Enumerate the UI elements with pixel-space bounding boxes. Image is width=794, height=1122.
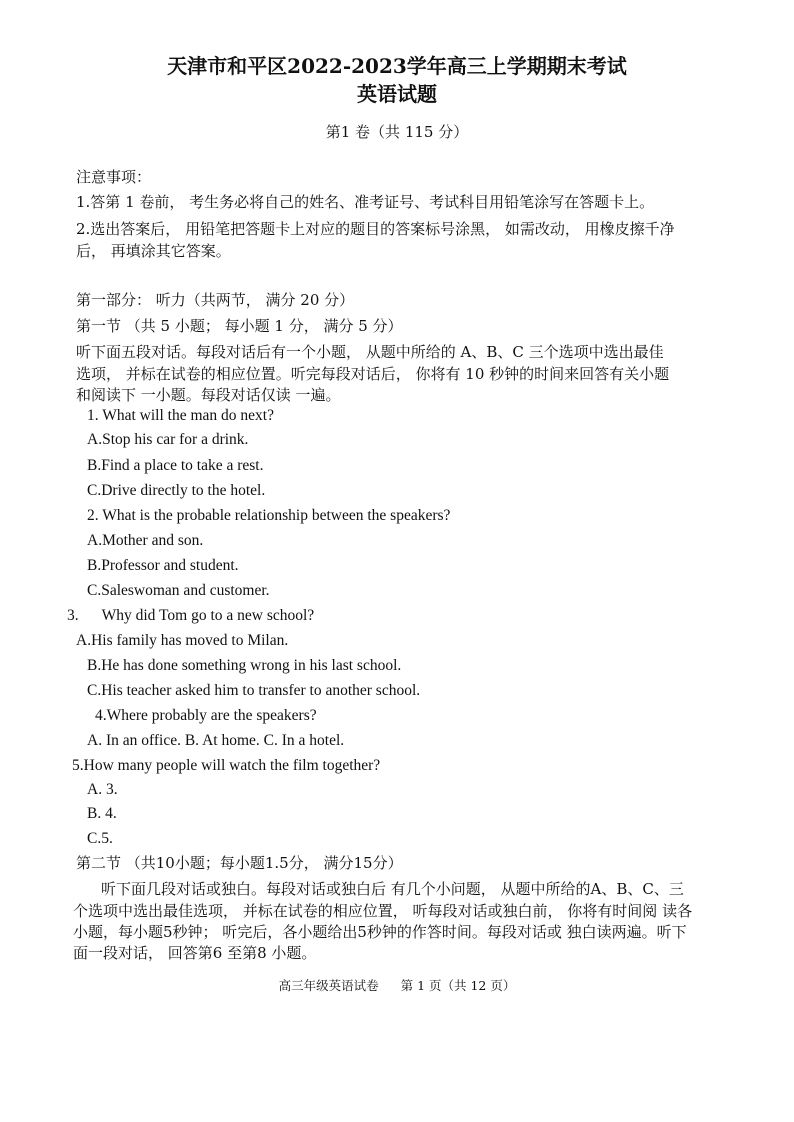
question-5-option-b: B. 4.: [87, 805, 117, 822]
question-2-option-a: A.Mother and son.: [87, 532, 204, 549]
question-3: 3. Why did Tom go to a new school?: [67, 607, 315, 624]
notice-heading: 注意事项：: [76, 168, 152, 186]
question-2-option-b: B.Professor and student.: [87, 557, 239, 574]
question-4: 4.Where probably are the speakers?: [95, 707, 317, 724]
question-4-options: A. In an office. B. At home. C. In a hotel.: [87, 732, 345, 749]
section2-instructions-line-2: 个选项中选出最佳选项， 并标在试卷的相应位置， 听每段对话或独白前， 你将有时间阅 读各: [73, 902, 693, 920]
section2-heading: 第二节 （共10小题；每小题1.5分， 满分15分）: [76, 854, 403, 872]
exam-subtitle: 英语试题: [357, 82, 437, 106]
footer-page-number: 第 1 页（共 12 页）: [400, 978, 516, 993]
question-2: 2. What is the probable relationship between the speakers?: [87, 507, 451, 524]
notice-item-2-line-1: 2.选出答案后， 用铅笔把答题卡上对应的题目的答案标号涂黑， 如需改动， 用橡皮擦千净: [76, 220, 675, 238]
question-1-option-c: C.Drive directly to the hotel.: [87, 482, 266, 499]
question-1: 1. What will the man do next?: [87, 407, 274, 424]
question-3-option-c: C.His teacher asked him to transfer to another school.: [87, 682, 421, 699]
section2-instructions-line-1: 听下面几段对话或独白。每段对话或独白后 有几个小问题， 从题中所给的A、B、C、三: [101, 880, 684, 898]
section2-instructions-line-4: 面一段对话， 回答第6 至第8 小题。: [73, 944, 317, 962]
section1-instructions-line-2: 选项， 并标在试卷的相应位置。听完每段对话后， 你将有 10 秒钟的时间来回答有关小题: [76, 365, 670, 383]
question-3-option-b: B.He has done something wrong in his last school.: [87, 657, 402, 674]
exam-title: 天津市和平区2022-2023学年高三上学期期末考试: [167, 54, 627, 78]
question-1-option-b: B.Find a place to take a rest.: [87, 457, 264, 474]
question-2-option-c: C.Saleswoman and customer.: [87, 582, 270, 599]
notice-item-2-line-2: 后， 再填涂其它答案。: [76, 242, 231, 260]
question-5-option-a: A. 3.: [87, 781, 118, 798]
question-5: 5.How many people will watch the film together?: [72, 757, 381, 774]
footer-exam-label: 高三年级英语试卷: [278, 978, 379, 993]
volume-label: 第1 卷（共 115 分）: [325, 123, 469, 141]
question-5-option-c: C.5.: [87, 830, 113, 847]
question-3-option-a: A.His family has moved to Milan.: [76, 632, 289, 649]
notice-item-1: 1.答第 1 卷前， 考生务必将自己的姓名、准考证号、考试科目用铅笔涂写在答题卡上。: [76, 193, 655, 211]
section2-instructions-line-3: 小题，每小题5秒钟； 听完后，各小题给出5秒钟的作答时间。每段对话或 独白读两遍。听下: [73, 923, 687, 941]
section1-instructions-line-1: 听下面五段对话。每段对话后有一个小题， 从题中所给的 A、B、C 三个选项中选出最佳: [76, 343, 664, 361]
section1-instructions-line-3: 和阅读下 一小题。每段对话仅读 一遍。: [76, 386, 341, 404]
part1-heading: 第一部分： 听力（共两节， 满分 20 分）: [76, 291, 355, 309]
page-footer: [0, 976, 794, 994]
question-1-option-a: A.Stop his car for a drink.: [87, 431, 249, 448]
section1-heading: 第一节 （共 5 小题； 每小题 1 分， 满分 5 分）: [76, 317, 403, 335]
